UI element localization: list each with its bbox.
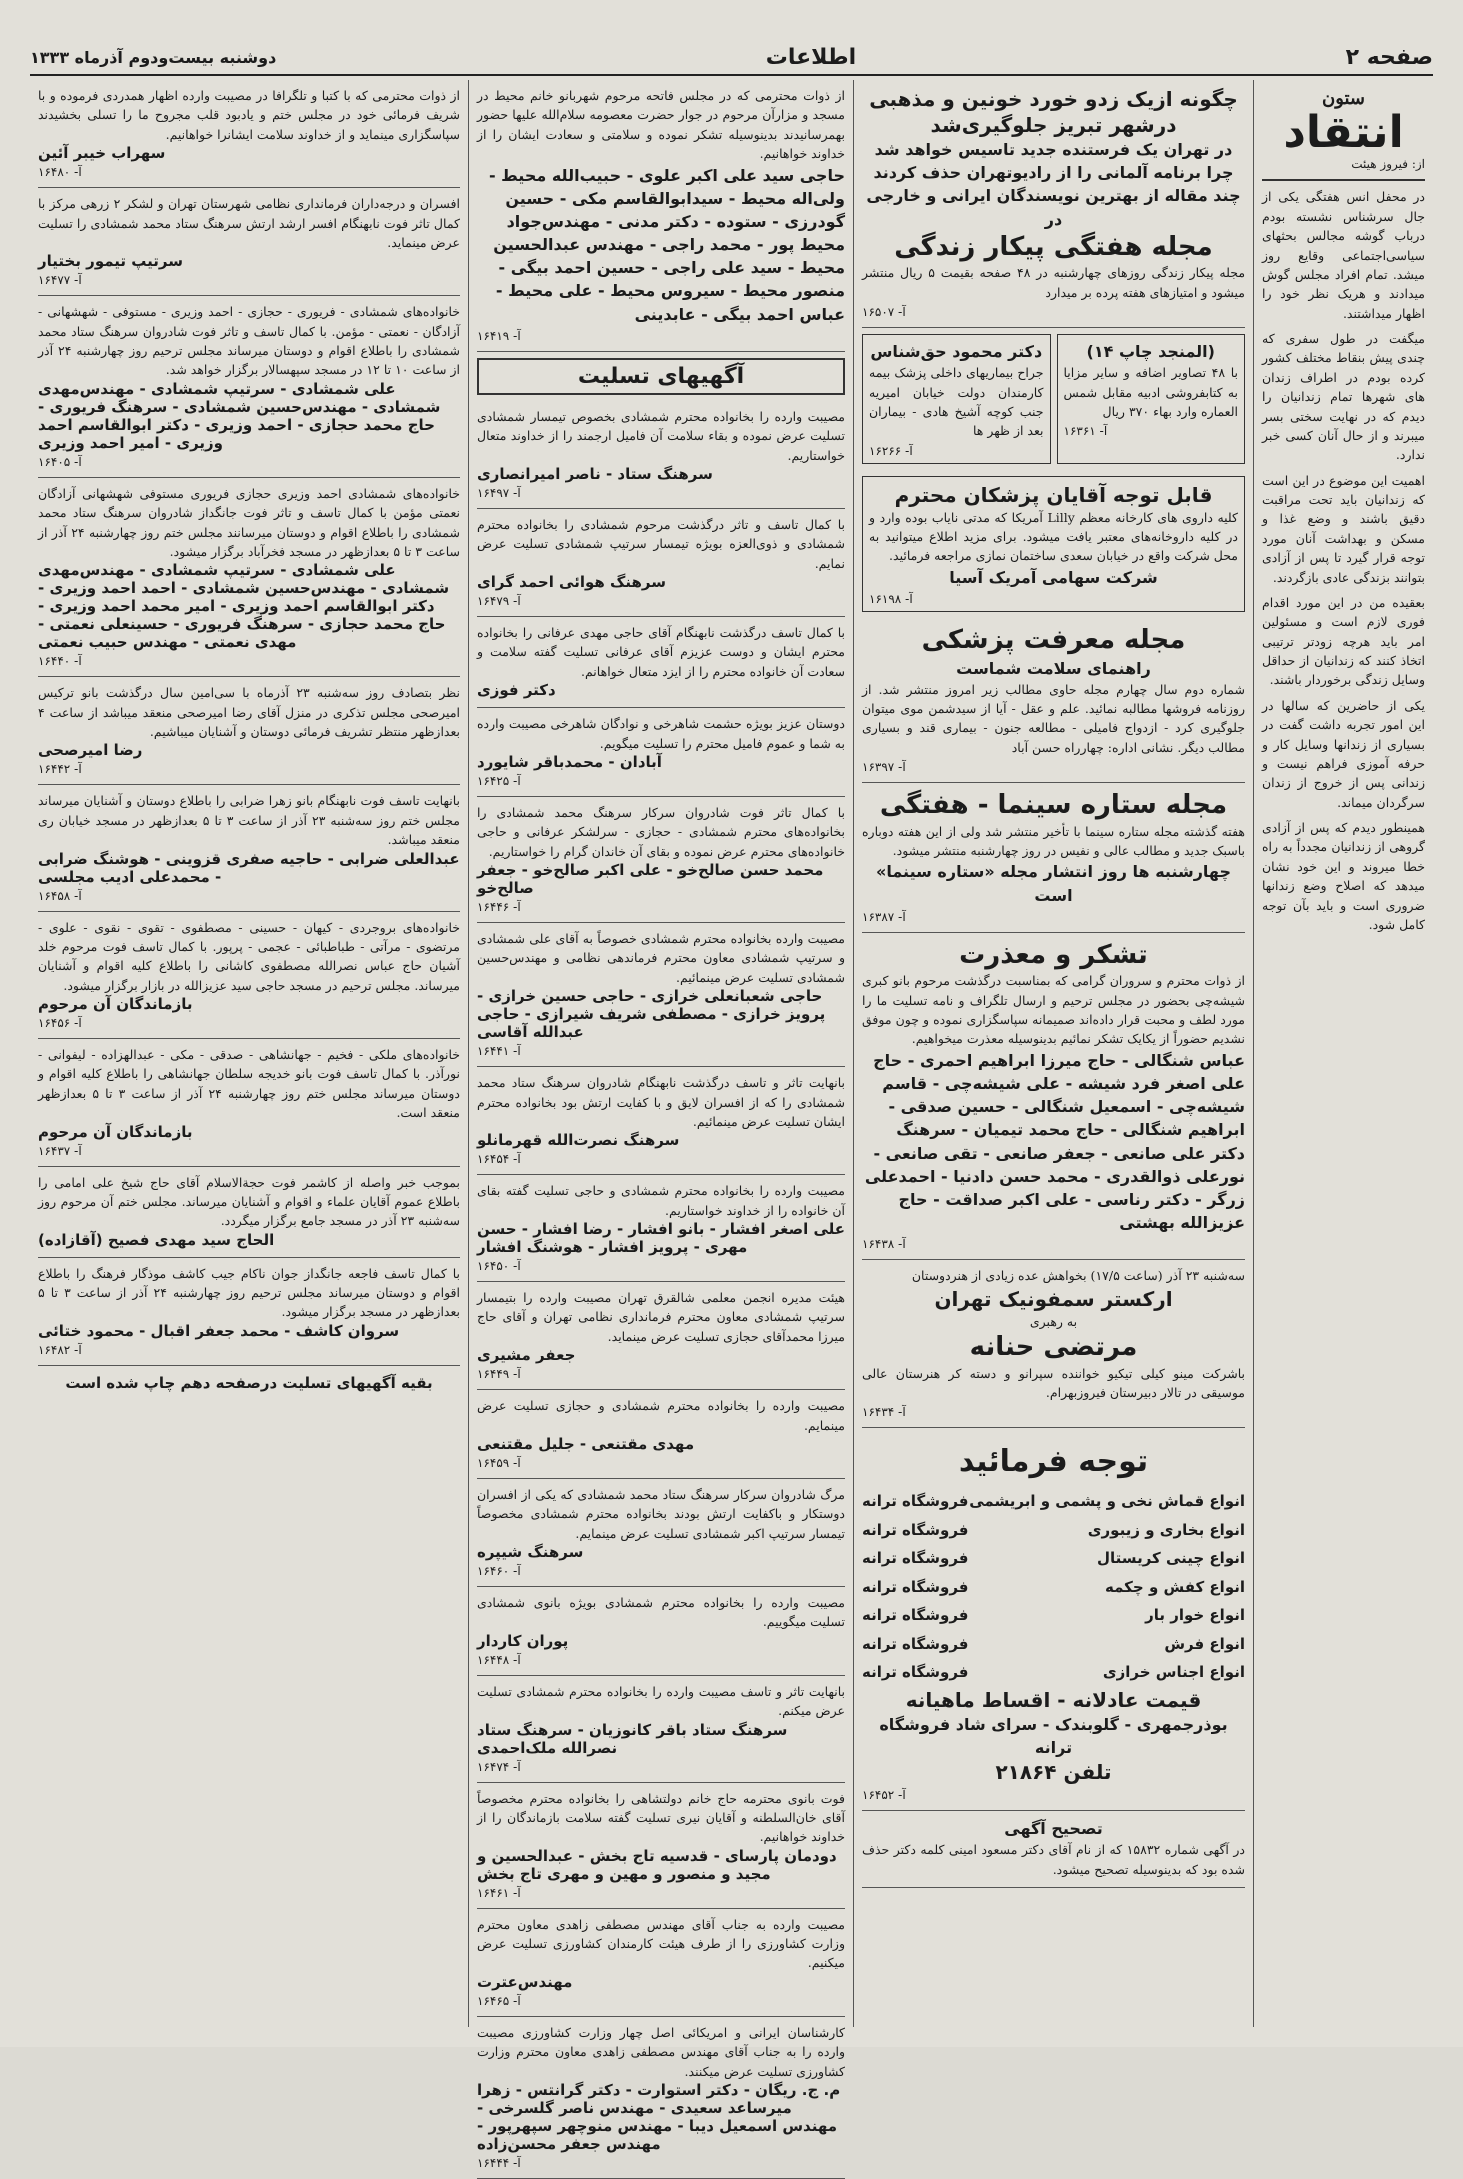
ad-code: آ- ۱۶۴۲۵	[477, 773, 521, 788]
notice-signature: مهدی مقتنعی - جلیل مقتنعی	[477, 1434, 695, 1453]
ad-code: آ- ۱۶۴۶۵	[477, 1993, 521, 2008]
ad-text: جراح بیماریهای داخلی پزشک بیمه کارمندان دولت خیابان امیریه جنب کوچه آشیخ هادی - بیماران بعد از ظهر ها	[869, 365, 1044, 439]
notice-item	[477, 1783, 845, 1909]
notice-signature: دودمان پارسای - قدسیه تاج بخش - عبدالحسین و مجید و منصور و مهین و مهری تاج بخش	[477, 1846, 837, 1883]
ad-code: آ- ۱۶۳۸۷	[862, 909, 906, 924]
ad-title: دکتر محمود حق‌شناس	[870, 342, 1043, 361]
notice-item	[477, 1909, 845, 2017]
ad-title: (المنجد چاپ ۱۴)	[1086, 342, 1215, 361]
notice-signature: سرتیپ تیمور بختیار	[38, 252, 183, 271]
store-ad-title: توجه فرمائید	[958, 1444, 1149, 1480]
notice-signature: مهندس‌عترت	[477, 1972, 573, 1991]
magazine-title: مجله ستاره سینما - هفتگی	[879, 790, 1228, 821]
magazine-note: مجله پیکار زندگی روزهای چهارشنبه در ۴۸ صفحه بقیمت ۵ ریال منتشر میشود و امتیازهای هفته پرده بر میدارد	[862, 265, 1246, 300]
ad-code: آ- ۱۶۴۴۰	[38, 654, 82, 669]
notice-signature: م. ج. ریگان - دکتر استوارت - دکتر گرانتس - زهرا میرساعد سعیدی - مهندس ناصر گلسرخی - مهندس اسمعیل دیبا - مهندس منوچهر سپهرپور - مهندس جعفر محسن‌زاده	[477, 2080, 841, 2153]
notice-item	[38, 1039, 460, 1167]
article-paragraph: بعقیده من در این مورد اقدام فوری لازم است و مسئولین امر باید هرچه زودتر ترتیبی اتخاذ کنند که زندانیان از حداقل وسایل زندگی برخوردار باشند.	[1262, 594, 1425, 688]
notice-signature: علی شمشادی - سرتیپ شمشادی - مهندس‌مهدی شمشادی - مهندس‌حسین شمشادی - سرهنگ فریوری - حاج محمد حجازی - احمد وزیری - دکتر ابوالقاسم احمد وزیری - امیر احمد وزیری	[38, 379, 441, 452]
signatories: عباس شنگالی - حاج میرزا ابراهیم احمری - حاج علی اصغر فرد شیشه - علی شیشه‌چی - قاسم شیشه‌چی - اسمعیل شنگالی - حسین صدقی - ابراهیم شنگالی - حاج محمد تیمیان - سرهنگ دکتر علی صانعی - جعفر صانعی - تقی صانعی - نورعلی ذوالقدری - محمد حسن دادنیا - احمدعلی زرگر - دکتر رناسی - علی اکبر صداقت - حاج عزیزالله بهشتی	[864, 1050, 1245, 1233]
notice-title: قابل توجه آقایان پزشکان محترم	[894, 482, 1213, 507]
publish-day: چهارشنبه ها روز انتشار مجله «ستاره سینما» است	[875, 862, 1232, 905]
store-name: فروشگاه ترانه	[862, 1577, 969, 1596]
notice-item	[477, 1067, 845, 1175]
notice-item	[477, 617, 845, 708]
criticism-column	[1253, 80, 1433, 2027]
notice-text: با کمال تاسف درگذشت نابهنگام آقای حاجی مهدی عرفانی را بخانواده محترم ایشان و دوست عزیزم آقای عرفانی تسلیت گفته سلامت و سعادت آن خانواده محترم را از ایزد متعال خواهانم.	[477, 625, 845, 679]
notice-signature: عبدالعلی ضرابی - حاجیه صفری قزوینی - هوشنگ ضرابی - محمدعلی ادیب مجلسی	[38, 849, 460, 886]
ad-code: آ- ۱۶۴۱۹	[477, 328, 521, 343]
ads-column	[853, 80, 1253, 2027]
notice-text: کلیه داروی های کارخانه معظم Lilly آمریکا که مدتی نایاب بوده وارد و در کلیه داروخانه‌های معتبر یافت میشود. برای مزید اطلاع میتوانید به محل شرکت واقع در خیابان سعدی ساختمان نمازی مراجعه فرمائید.	[869, 509, 1239, 564]
notice-text: با کمال تاسف فاجعه جانگداز جوان ناکام جیب کاشف موذگار فرهنگ را باطلاع اقوام و دوستان میرساند مجلس ترحیم روز چهارشنبه ۲۴ آذر از ساعت ۳ تا ۵ بعدازظهر در مسجد برگزار میشود.	[38, 1265, 460, 1320]
notice-signature: علی اصغر افشار - بانو افشار - رضا افشار - حسن مهری - پرویز افشار - هوشنگ افشار	[477, 1220, 845, 1257]
conductor-name: مرتضی حنانه	[969, 1332, 1138, 1363]
magazine-ad	[862, 80, 1245, 328]
store-item-label: انواع فرش	[1164, 1634, 1245, 1653]
notice-signature: محمد حسن صالح‌خو - علی اکبر صالح‌خو - جعفر صالح‌خو	[477, 861, 824, 898]
notice-item	[38, 478, 460, 678]
notice-item	[38, 677, 460, 785]
notice-item	[38, 912, 460, 1040]
ad-code: آ- ۱۶۴۴۴	[477, 2155, 521, 2170]
ad-code: آ- ۱۶۴۵۴	[477, 1152, 521, 1167]
notice-title: تصحیح آگهی	[1004, 1819, 1103, 1839]
masthead	[30, 40, 1433, 76]
cinema-magazine-ad	[862, 783, 1245, 933]
ad-code: آ- ۱۶۴۵۸	[38, 888, 82, 903]
small-ads-row	[862, 328, 1245, 470]
newspaper-name: اطلاعات	[765, 44, 857, 70]
store-ad	[862, 1434, 1245, 1811]
condolence-list	[477, 401, 845, 2179]
byline: از: فیروز هیئت	[1351, 157, 1425, 172]
notice-text: از ذوات محترم و سروران گرامی که بمناسبت درگذشت مرحوم بانو کبری شیشه‌چی بحضور در مجلس ترحیم و ارسال تلگراف و نامه تسلیت ما را مورد لطف و محبت قرار داده‌اند صمیمانه سپاسگزاری نموده و چون موفق نشدیم حضوراً از یکایک تشکر نمائیم بدینوسیله معذرت میخواهیم.	[862, 973, 1245, 1047]
notice-text: از ذوات محترمی که با کتبا و تلگرافا در مصیبت وارده اظهار همدردی فرموده و با شریف فرمائی خود در مجلس ختم و یادبود قلب مجروح ما را تسلی بخشیدند سپاسگزاری مینماید و از خداوند سلامت ایشانرا خواهانیم.	[38, 88, 460, 142]
notice-item	[38, 296, 460, 478]
notice-text: خانواده‌های شمشادی - فریوری - حجازی - احمد وزیری - مستوفی - شهشهانی - آزادگان - نعمتی - مؤمن. با کمال تاسف و تاثر فوت شادروان سرهنگ ستاد محمد شمشادی را باطلاع اقوام و دوستان میرساند مجلس ترحیم روز چهارشنبه ۲۴ آذر از ساعت ۱۰ تا ۱۲ در مسجد سپهسالار برگزار خواهد شد.	[38, 304, 460, 378]
doctor-ad	[862, 334, 1051, 464]
ad-code: آ- ۱۶۴۰۵	[38, 454, 82, 469]
notice-item	[477, 923, 845, 1067]
ad-code: آ- ۱۶۴۳۸	[862, 1237, 906, 1252]
notice-text: با کمال تاثر فوت شادروان سرکار سرهنگ محمد شمشادی را بخانواده‌های محترم شمشادی - حجازی - سرلشکر عرفانی و حاجی خانواده‌های محترم عرض نموده و بقای آن خاندان گرام را خواستاریم.	[477, 804, 845, 859]
notice-text: در آگهی شماره ۱۵۸۳۲ که از نام آقای دکتر مسعود امینی کلمه دکتر حذف شده بود که بدینوسیله تصحیح میشود.	[862, 1842, 1245, 1877]
notice-signature: بازماندگان آن مرحوم	[38, 995, 193, 1013]
concert-ad	[862, 1260, 1245, 1428]
store-item-label: انواع بخاری و زیبوری	[1087, 1520, 1245, 1539]
store-address: بوذرجمهری - گلوبندک - سرای شاد فروشگاه ترانه	[879, 1714, 1228, 1757]
ad-code: آ- ۱۶۴۷۴	[477, 1759, 521, 1774]
notice-text: خانواده‌های بروجردی - کیهان - حسینی - مصطفوی - تقوی - نقوی - علوی - مرتضوی - مرآتی - طباطبائی - عجمی - پرپور. با کمال تاسف فوت مرحوم خلد آشیان حاج عباس نصرالله مصطفوی کاشانی را باطلاع کلیه اقوام و آشنایان میرساند. مجلس ترحیم در مسجد حاجی سید عزیزالله در بازار برگزار میشود.	[38, 919, 460, 993]
notice-text: خانواده‌های شمشادی احمد وزیری حجازی فریوری مستوفی شهشهانی آزادگان نعمتی مؤمن با کمال تاسف و تاثر فوت جانگداز شادروان سرهنگ ستاد محمد شمشادی را باطلاع اقوام و دوستان میرسانند مجلس ختم روز چهارشنبه ۲۴ آذر از ساعت ۳ تا ۵ بعدازظهر در مسجد فخرآباد برگزار میشود.	[38, 485, 460, 559]
article-paragraph: اهمیت این موضوع در این است که زندانیان باید تحت مراقبت دقیق باشند و وضع غذا و مسکن و بهداشت آنان مورد توجه قرار گیرد تا پس از آزادی بتوانند بزندگی عادی بازگردند.	[1262, 472, 1425, 585]
store-item-row	[862, 1658, 1245, 1687]
ad-text: با ۴۸ تصاویر اضافه و سایر مزایا به کتابفروشی ادبیه مقابل شمس العماره وارد بهاء ۳۷۰ ریال	[1063, 365, 1238, 419]
article-body	[1262, 187, 1425, 934]
notice-text: دوستان عزیز بویژه حشمت شاهرخی و نوادگان شاهرخی مصیبت وارده به شما و عموم فامیل محترم را تسلیت میگویم.	[477, 716, 845, 751]
notice-signature: سرهنگ نصرت‌الله قهرمانلو	[477, 1131, 680, 1150]
company-name: شرکت سهامی آمریک آسیا	[949, 567, 1158, 587]
signatories: حاجی سید علی اکبر علوی - حبیب‌الله محیط - ولی‌اله محیط - سیدابوالقاسم مکی - حسین گودرزی - ستوده - دکتر مدنی - مهندس‌جواد محیط پور - محمد راجی - مهندس عبدالحسین محیط - سید علی راجی - حسین احمد بیگی - منصور محیط - سیروس محیط - علی محیط - عباس احمد بیگی - عابدینی	[488, 165, 845, 324]
ad-code: آ- ۱۶۴۴۱	[477, 1044, 521, 1059]
magazine-text: شماره دوم سال چهارم مجله حاوی مطالب زیر امروز منتشر شد. از روزنامه فروشها مطالبه نمائید. علم و عقل - آیا از سیدشمن موی میتوان جلوگیری کرد - ازدواج فامیلی - مطالعه جنون - بیماری قند و بسیاری مطالب دیگر. نشانی اداره: چهارراه حسن آباد	[862, 681, 1245, 755]
notice-signature: بازماندگان آن مرحوم	[38, 1122, 193, 1141]
ad-code: آ- ۱۶۴۷۷	[38, 273, 82, 288]
article-paragraph: یکی از حاضرین که سالها در این امور تجربه داشت گفت در بسیاری از زندانها وسایل کار و حرفه آموزی فراهم نیست و زندانی پس از خروج از زندان سرگردان میماند.	[1262, 697, 1425, 810]
ad-code: آ- ۱۶۱۹۸	[869, 592, 913, 606]
dictionary-ad	[1057, 334, 1246, 464]
notice-text: مصیبت وارده به جناب آقای مهندس مصطفی زاهدی معاون محترم وزارت کشاورزی را از طرف هیئت کارمندان کشاورزی تسلیت عرض میکنیم.	[477, 1916, 845, 1971]
notice-text: مصیبت وارده بخانواده محترم شمشادی خصوصاً به آقای علی شمشادی و سرتیپ شمشادی معاون محترم فرماندهی نظامی و مهندس‌حسین شمشادی تسلیت عرض مینمائیم.	[477, 931, 845, 985]
orchestra-name: ارکستر سمفونیک تهران	[934, 1286, 1173, 1311]
notice-item	[477, 401, 845, 509]
notice-signature: سرهنگ ستاد - ناصر امیرانصاری	[477, 464, 713, 483]
magazine-subtitle: راهنمای سلامت شماست	[956, 658, 1151, 678]
notice-item	[477, 708, 845, 797]
notice-item	[38, 785, 460, 911]
notice-text: مصیبت وارده را بخانواده محترم شمشادی بویژه بانوی شمشادی تسلیت میگوییم.	[477, 1595, 845, 1630]
ad-code: آ- ۱۶۴۳۷	[38, 1143, 82, 1158]
store-items	[862, 1487, 1245, 1687]
article-paragraph: میگفت در طول سفری که چندی پیش بنقاط مختلف کشور کرده بودم در اطراف زندان های شهرها تمام زندانیان را دیدم که در نهایت سختی بسر میبرند و از حال آنان کسی خبر ندارد.	[1262, 331, 1425, 463]
notice-item	[477, 1587, 845, 1676]
notice-text: فوت بانوی محترمه حاج خانم دولتشاهی را بخانواده محترم مخصوصاً آقای خان‌السلطنه و آقایان نیری تسلیت گفته سلامت بازماندگان را از خداوند خواهانیم.	[477, 1790, 845, 1845]
notice-signature: علی شمشادی - سرتیپ شمشادی - مهندس‌مهدی شمشادی - مهندس‌حسین شمشادی - احمد احمد وزیری - دکتر ابوالقاسم احمد وزیری - امیر محمد احمد وزیری - حاج محمد حجازی - سرهنگ فریوری - حسینعلی نعمتی - مهدی نعمتی - مهندس حبیب نعمتی	[38, 561, 450, 652]
store-name: فروشگاه ترانه	[862, 1606, 969, 1625]
notice-item	[38, 188, 460, 296]
correction-notice	[862, 1811, 1245, 1888]
notice-item	[38, 80, 460, 188]
column-heading: انتقاد	[1283, 107, 1404, 158]
notice-signature: پوران کاردار	[477, 1631, 569, 1650]
ad-code: آ- ۱۶۴۷۹	[477, 594, 521, 609]
ad-code: آ- ۱۶۴۵۰	[477, 1259, 521, 1274]
notice-text: نظر بتصادف روز سه‌شنبه ۲۳ آذرماه با سی‌امین سال درگذشت بانو ترکیس امیرصحی مجلس تذکری در منزل آقای رضا امیرصحی منعقد میباشد از ساعت ۴ بعدازظهر منتظر تشریف فرمائی دوستان و آشنایان میباشیم.	[38, 685, 460, 739]
ad-code: آ- ۱۶۴۳۴	[862, 1405, 906, 1420]
medical-magazine-ad	[862, 618, 1245, 783]
notice-signature: سروان کاشف - محمد جعفر اقبال - محمود ختائی	[38, 1321, 400, 1340]
notice-text: بانهایت تاثر و تاسف مصیبت وارده را بخانواده محترم شمشادی تسلیت عرض میکنم.	[477, 1683, 845, 1719]
ad-code: آ- ۱۶۲۶۶	[869, 443, 913, 458]
store-item-label: انواع خوار بار	[1145, 1606, 1245, 1625]
notice-text: خانواده‌های ملکی - فخیم - جهانشاهی - صدقی - مکی - عبدالهزاده - لیفوانی - نورآذر. با کمال تاسف فوت بانو خدیجه سلطان جهانشاهی را باطلاع کلیه اقوام و دوستان میرساند مجلس ختم روز چهارشنبه ۲۴ آذر از ساعت ۳ تا ۵ بعدازظهر منعقد است.	[38, 1047, 460, 1121]
store-price-note: قیمت عادلانه - اقساط ماهیانه	[905, 1687, 1202, 1712]
subheadline: چرا برنامه آلمانی را از رادیوتهران حذف کردند	[873, 163, 1234, 183]
store-phone: تلفن ۲۱۸۶۴	[995, 1760, 1112, 1785]
notice-text: با کمال تاسف و تاثر درگذشت مرحوم شمشادی را بخانواده محترم شمشادی و ذوی‌العزه بویژه تیمسار سرتیپ شمشادی تسلیت عرض نمایم.	[477, 516, 845, 571]
notice-item	[477, 509, 845, 617]
store-item-row	[862, 1516, 1245, 1545]
notice-text: بانهایت تاثر و تاسف درگذشت نابهنگام شادروان سرهنگ ستاد محمد شمشادی را که از افسران لایق و با کفایت ارتش بود بخانواده محترم ایشان تسلیت عرض مینمائیم.	[477, 1075, 845, 1129]
notice-signature: رضا امیرصحی	[38, 741, 143, 760]
notice-text: مصیبت وارده را بخانواده محترم شمشادی بخصوص تیمسار شمشادی تسلیت عرض نموده و بقاء سلامت آن فامیل ارجمند را از خداوند متعال خواستاریم.	[477, 408, 845, 463]
notice-text: بانهایت تاسف فوت نابهنگام بانو زهرا ضرابی را باطلاع دوستان و آشنایان میرساند مجلس ختم روز سه‌شنبه ۲۳ آذر از ساعت ۳ تا ۵ بعدازظهر در مسجد خیابان ری منعقد میباشد.	[38, 793, 461, 848]
concert-note: باشرکت مینو کیلی تیکیو خواننده سپرانو و دسته کر هنرستان عالی موسیقی در تالار دبیرستان فیروزبهرام.	[862, 1365, 1245, 1400]
store-item-label: انواع اجناس خرازی	[1102, 1663, 1245, 1682]
store-name: فروشگاه ترانه	[862, 1634, 969, 1653]
ad-code: آ- ۱۶۴۵۶	[38, 1016, 82, 1030]
notices-column	[30, 80, 468, 2027]
notice-text: مصیبت وارده را بخانواده محترم شمشادی و حجازی تسلیت عرض مینمایم.	[477, 1398, 845, 1433]
notice-signature: سرهنگ ستاد باقر کانوزیان - سرهنگ ستاد نصرالله ملک‌احمدی	[477, 1720, 788, 1757]
notice-item	[38, 1258, 460, 1366]
store-item-row	[862, 1544, 1245, 1573]
notice-item	[477, 2017, 845, 2179]
notice-signature: آبادان - محمدباقر شایورد	[477, 752, 662, 771]
thanks-notice	[477, 80, 845, 352]
ad-code: آ- ۱۶۴۶۱	[477, 1885, 521, 1900]
notice-signature: دکتر فوزی	[477, 681, 556, 700]
ad-code: آ- ۱۶۴۴۸	[477, 1652, 521, 1667]
continued-note: بقیه آگهیهای تسلیت درصفحه دهم چاپ شده است	[65, 1373, 433, 1392]
ad-code: آ- ۱۶۴۴۶	[477, 900, 521, 915]
ad-code: آ- ۱۶۵۰۷	[862, 305, 906, 319]
column-label: ستون	[1321, 88, 1366, 109]
notice-signature: حاجی شعبانعلی خرازی - حاجی حسین خرازی - پرویز خرازی - مصطفی شریف شیرازی - حاجی عبدالله آقاسی	[477, 987, 826, 1042]
ad-code: آ- ۱۶۳۶۱	[1063, 424, 1108, 439]
store-item-row	[862, 1630, 1245, 1659]
notice-signature: سرهنگ شیپره	[477, 1543, 584, 1562]
ad-code: آ- ۱۶۴۴۹	[477, 1367, 521, 1382]
store-name: فروشگاه ترانه	[862, 1520, 969, 1539]
ad-code: آ- ۱۶۳۹۷	[862, 760, 906, 775]
store-item-label: انواع قماش نخی و پشمی و ابریشمی	[969, 1492, 1245, 1511]
concert-date: سه‌شنبه ۲۳ آذر (ساعت ۱۷/۵) بخواهش عده زیادی از هنردوستان	[911, 1268, 1245, 1284]
section-heading: آگهیهای تسلیت	[477, 358, 845, 395]
issue-date: دوشنبه بیست‌ودوم آذرماه ۱۳۳۳	[30, 47, 277, 67]
notice-title: تشکر و معذرت	[959, 939, 1148, 970]
subheadline: در تهران یک فرستنده جدید تاسیس خواهد شد	[874, 140, 1233, 159]
thanks-notice	[862, 933, 1245, 1261]
ad-code: آ- ۱۶۴۸۲	[38, 1342, 82, 1357]
notice-signature: الحاج سید مهدی فصیح (آقازاده)	[38, 1230, 275, 1249]
ad-code: آ- ۱۶۴۸۰	[38, 165, 82, 180]
ad-code: آ- ۱۶۴۶۰	[477, 1564, 521, 1579]
ad-code: آ- ۱۶۴۵۹	[477, 1455, 521, 1470]
columns	[30, 80, 1433, 2170]
notice-text: بموجب خبر واصله از کاشمر فوت حجةالاسلام آقای حاج شیخ علی امامی را باطلاع عموم آقایان علماء و اقوام و آشنایان میرساند. مجلس ختم آن مرحوم روز سه‌شنبه ۲۳ آذر در مسجد جامع برگزار میگردد.	[38, 1174, 460, 1229]
magazine-title: مجله معرفت پزشکی	[921, 625, 1186, 655]
subheadline: چند مقاله از بهترین نویسندگان ایرانی و خارجی در	[866, 186, 1241, 229]
notice-item	[477, 1175, 845, 1282]
notice-text: هیئت مدیره انجمن معلمی شالقرق تهران مصیبت وارده را بتیمسار سرتیپ شمشادی معاون محترم فرمانداری نظامی تهران و آقای حاج میرزا محمدآقای حجازی تسلیت عرض مینماید.	[477, 1290, 845, 1344]
store-name: فروشگاه ترانه	[862, 1492, 969, 1511]
notice-item	[477, 1390, 845, 1479]
store-item-row	[862, 1601, 1245, 1630]
store-name: فروشگاه ترانه	[862, 1549, 969, 1568]
store-item-row	[862, 1487, 1245, 1516]
ad-code: آ- ۱۶۴۴۲	[38, 762, 82, 777]
page-number: صفحه ۲	[1345, 44, 1433, 70]
article-paragraph: همینطور دیدم که پس از آزادی گروهی از زندانیان مجدداً به راه خطا میروند و این خود نشان میدهد که اصلاح وضع زندانها ضروری است و باید بآن توجه کامل شود.	[1262, 820, 1425, 932]
notice-text: مصیبت وارده را بخانواده محترم شمشادی و حاجی تسلیت گفته بقای آن خانواده را از خداوند خواستاریم.	[477, 1183, 845, 1218]
pharma-notice	[862, 476, 1245, 612]
store-item-label: انواع کفش و چکمه	[1105, 1577, 1245, 1596]
notice-item	[477, 797, 845, 923]
magazine-text: هفته گذشته مجله ستاره سینما با تأخیر منتشر شد ولی از این هفته دوباره باسبک جدید و مطالب عالی و نفیس در روز چهارشنبه منتشر میشود.	[862, 823, 1245, 859]
notice-item	[477, 1282, 845, 1390]
notice-signature: جعفر مشیری	[477, 1346, 576, 1365]
notice-item	[477, 1676, 845, 1783]
condolence-column	[468, 80, 853, 2170]
notice-text: مرگ شادروان سرکار سرهنگ ستاد محمد شمشادی که یکی از افسران دوستکار و باکفایت ارتش بودند بخانواده محترم شمشادی مخصوصاً تیمسار سرتیپ اکبر شمشادی تسلیت عرض مینمایم.	[477, 1486, 845, 1541]
store-name: فروشگاه ترانه	[862, 1663, 969, 1682]
column-title	[1262, 80, 1425, 181]
notice-item	[38, 1167, 460, 1258]
notice-text: افسران و درجه‌داران فرمانداری نظامی شهرستان تهران و لشکر ۲ زرهی مرکز با کمال تاثر فوت نابهنگام افسر ارشد ارتش سرهنگ ستاد محمد شمشادی را تسلیت عرض مینماید.	[38, 196, 461, 250]
store-item-row	[862, 1573, 1245, 1602]
notice-item	[477, 1479, 845, 1587]
notice-signature: سرهنگ هوائی احمد گرای	[477, 573, 667, 592]
notice-list	[38, 80, 460, 1366]
article-paragraph: در محفل انس هفتگی یکی از جال سرشناس نشسته بودم درباب گوشه مجالس بحثهای سیاسی‌اجتماعی وقایع روز میشد. تمام افراد مجلس گوش میدادند و هریک نظر خود را اظهار میداشتند.	[1262, 189, 1425, 321]
conductor-label: به رهبری	[1029, 1313, 1078, 1329]
store-item-label: انواع چینی کریستال	[1097, 1549, 1245, 1568]
notice-text: از ذوات محترمی که در مجلس فاتحه مرحوم شهربانو خانم محیط در مسجد و مزارآن مرحوم در جوار حضرت معصومه سلام‌الله علیها حضور بهمرسانیدند بدینوسیله تشکر نموده و سلامتی و سعادت ایشان را از خداوند خواهانیم.	[477, 88, 845, 162]
headline: چگونه ازیک زدو خورد خونین و مذهبی درشهر تبریز جلوگیری‌شد	[869, 87, 1238, 137]
notice-signature: سهراب خیبر آئین	[38, 144, 166, 163]
notice-text: کارشناسان ایرانی و امریکائی اصل چهار وزارت کشاورزی مصیبت وارده را به جناب آقای مهندس مصطفی زاهدی معاون محترم وزارت کشاورزی تسلیت عرض میکنند.	[477, 2024, 845, 2079]
magazine-title: مجله هفتگی پیکار زندگی	[894, 231, 1213, 262]
ad-code: آ- ۱۶۴۹۷	[477, 485, 521, 500]
ad-code: آ- ۱۶۴۵۲	[862, 1788, 906, 1803]
